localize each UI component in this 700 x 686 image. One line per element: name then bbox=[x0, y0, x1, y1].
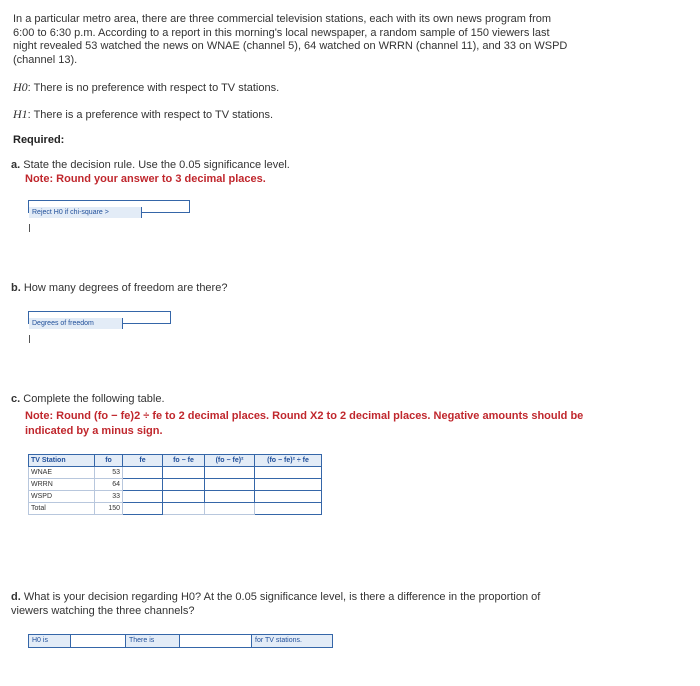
difference-select[interactable] bbox=[179, 634, 252, 648]
question-a-text: State the decision rule. Use the 0.05 significance level. bbox=[23, 159, 290, 171]
table-header-row bbox=[29, 455, 322, 467]
expected-frequency-input[interactable] bbox=[123, 491, 163, 503]
observed-frequency: 33 bbox=[95, 491, 123, 503]
question-b bbox=[11, 281, 591, 295]
h0-text: : There is no preference with respect to TV stations. bbox=[27, 82, 280, 94]
station-name: WRRN bbox=[29, 479, 95, 491]
difference-input[interactable] bbox=[163, 479, 205, 491]
chi-square-total-input[interactable] bbox=[255, 503, 322, 515]
question-c-letter: c. bbox=[11, 393, 21, 405]
chi-component-input[interactable] bbox=[255, 467, 322, 479]
chi-component-input[interactable] bbox=[255, 479, 322, 491]
decision-rule-field bbox=[28, 200, 190, 216]
table-row bbox=[29, 479, 322, 491]
there-is-label: There is bbox=[125, 634, 180, 648]
h1-text: : There is a preference with respect to TV stations. bbox=[27, 109, 274, 121]
critical-value-input[interactable] bbox=[29, 219, 73, 230]
degrees-of-freedom-field bbox=[28, 311, 171, 327]
h1-symbol: H1 bbox=[13, 107, 28, 121]
question-b-text: How many degrees of freedom are there? bbox=[23, 282, 228, 294]
alternative-hypothesis bbox=[13, 107, 273, 122]
difference-input[interactable] bbox=[163, 467, 205, 479]
degrees-of-freedom-label: Degrees of freedom bbox=[29, 318, 123, 329]
decision-rule-label: Reject H0 if chi-square > bbox=[29, 207, 142, 218]
question-c-note: Note: Round (fo − fe)2 ÷ fe to 2 decimal places. Round X2 to 2 decimal places. Negative amounts should be indicated by a minus sign. bbox=[25, 410, 584, 437]
question-d-letter: d. bbox=[11, 591, 21, 603]
question-b-letter: b. bbox=[11, 282, 21, 294]
table-row bbox=[29, 467, 322, 479]
h0-decision-select[interactable] bbox=[70, 634, 126, 648]
observed-frequency: 53 bbox=[95, 467, 123, 479]
observed-frequency-total: 150 bbox=[95, 503, 123, 515]
question-d bbox=[11, 590, 571, 618]
station-name: Total bbox=[29, 503, 95, 515]
null-hypothesis bbox=[13, 80, 279, 95]
empty-cell bbox=[163, 503, 205, 515]
table-row-total bbox=[29, 503, 322, 515]
difference-input[interactable] bbox=[163, 491, 205, 503]
problem-intro: In a particular metro area, there are three commercial television stations, each with its own news program from 6:00 to 6:30 p.m. According to a report in this morning's local newspaper, a random sample of 150 viewers last night revealed 53 watched the news on WNAE (channel 5), 64 watched on WRRN (channel 11), and 33 on WSPD (channel 13). bbox=[13, 13, 568, 66]
header-fe: fe bbox=[123, 455, 163, 467]
station-name: WSPD bbox=[29, 491, 95, 503]
degrees-of-freedom-input[interactable] bbox=[29, 330, 73, 341]
question-c-text: Complete the following table. bbox=[23, 393, 165, 405]
question-a-letter: a. bbox=[11, 159, 21, 171]
table-row bbox=[29, 491, 322, 503]
expected-frequency-total-input[interactable] bbox=[123, 503, 163, 515]
question-a-note: Note: Round your answer to 3 decimal places. bbox=[25, 173, 266, 185]
for-tv-stations-label: for TV stations. bbox=[251, 634, 333, 648]
expected-frequency-input[interactable] bbox=[123, 467, 163, 479]
squared-difference-input[interactable] bbox=[205, 479, 255, 491]
required-heading: Required: bbox=[13, 134, 65, 146]
expected-frequency-input[interactable] bbox=[123, 479, 163, 491]
station-name: WNAE bbox=[29, 467, 95, 479]
empty-cell bbox=[205, 503, 255, 515]
header-fo-minus-fe: fo − fe bbox=[163, 455, 205, 467]
question-d-text: What is your decision regarding H0? At the 0.05 significance level, is there a difference in the proportion of viewers watching the three channels? bbox=[11, 591, 541, 617]
h0-is-label: H0 is bbox=[28, 634, 71, 648]
squared-difference-input[interactable] bbox=[205, 467, 255, 479]
header-squared-diff: (fo − fe)² bbox=[205, 455, 255, 467]
observed-frequency: 64 bbox=[95, 479, 123, 491]
squared-difference-input[interactable] bbox=[205, 491, 255, 503]
chi-component-input[interactable] bbox=[255, 491, 322, 503]
question-a bbox=[11, 158, 591, 186]
question-c bbox=[11, 392, 591, 439]
header-tv-station: TV Station bbox=[29, 455, 95, 467]
chi-square-table bbox=[28, 454, 322, 515]
header-fo: fo bbox=[95, 455, 123, 467]
header-chi-component: (fo − fe)² ÷ fe bbox=[255, 455, 322, 467]
h0-symbol: H0 bbox=[13, 80, 28, 94]
